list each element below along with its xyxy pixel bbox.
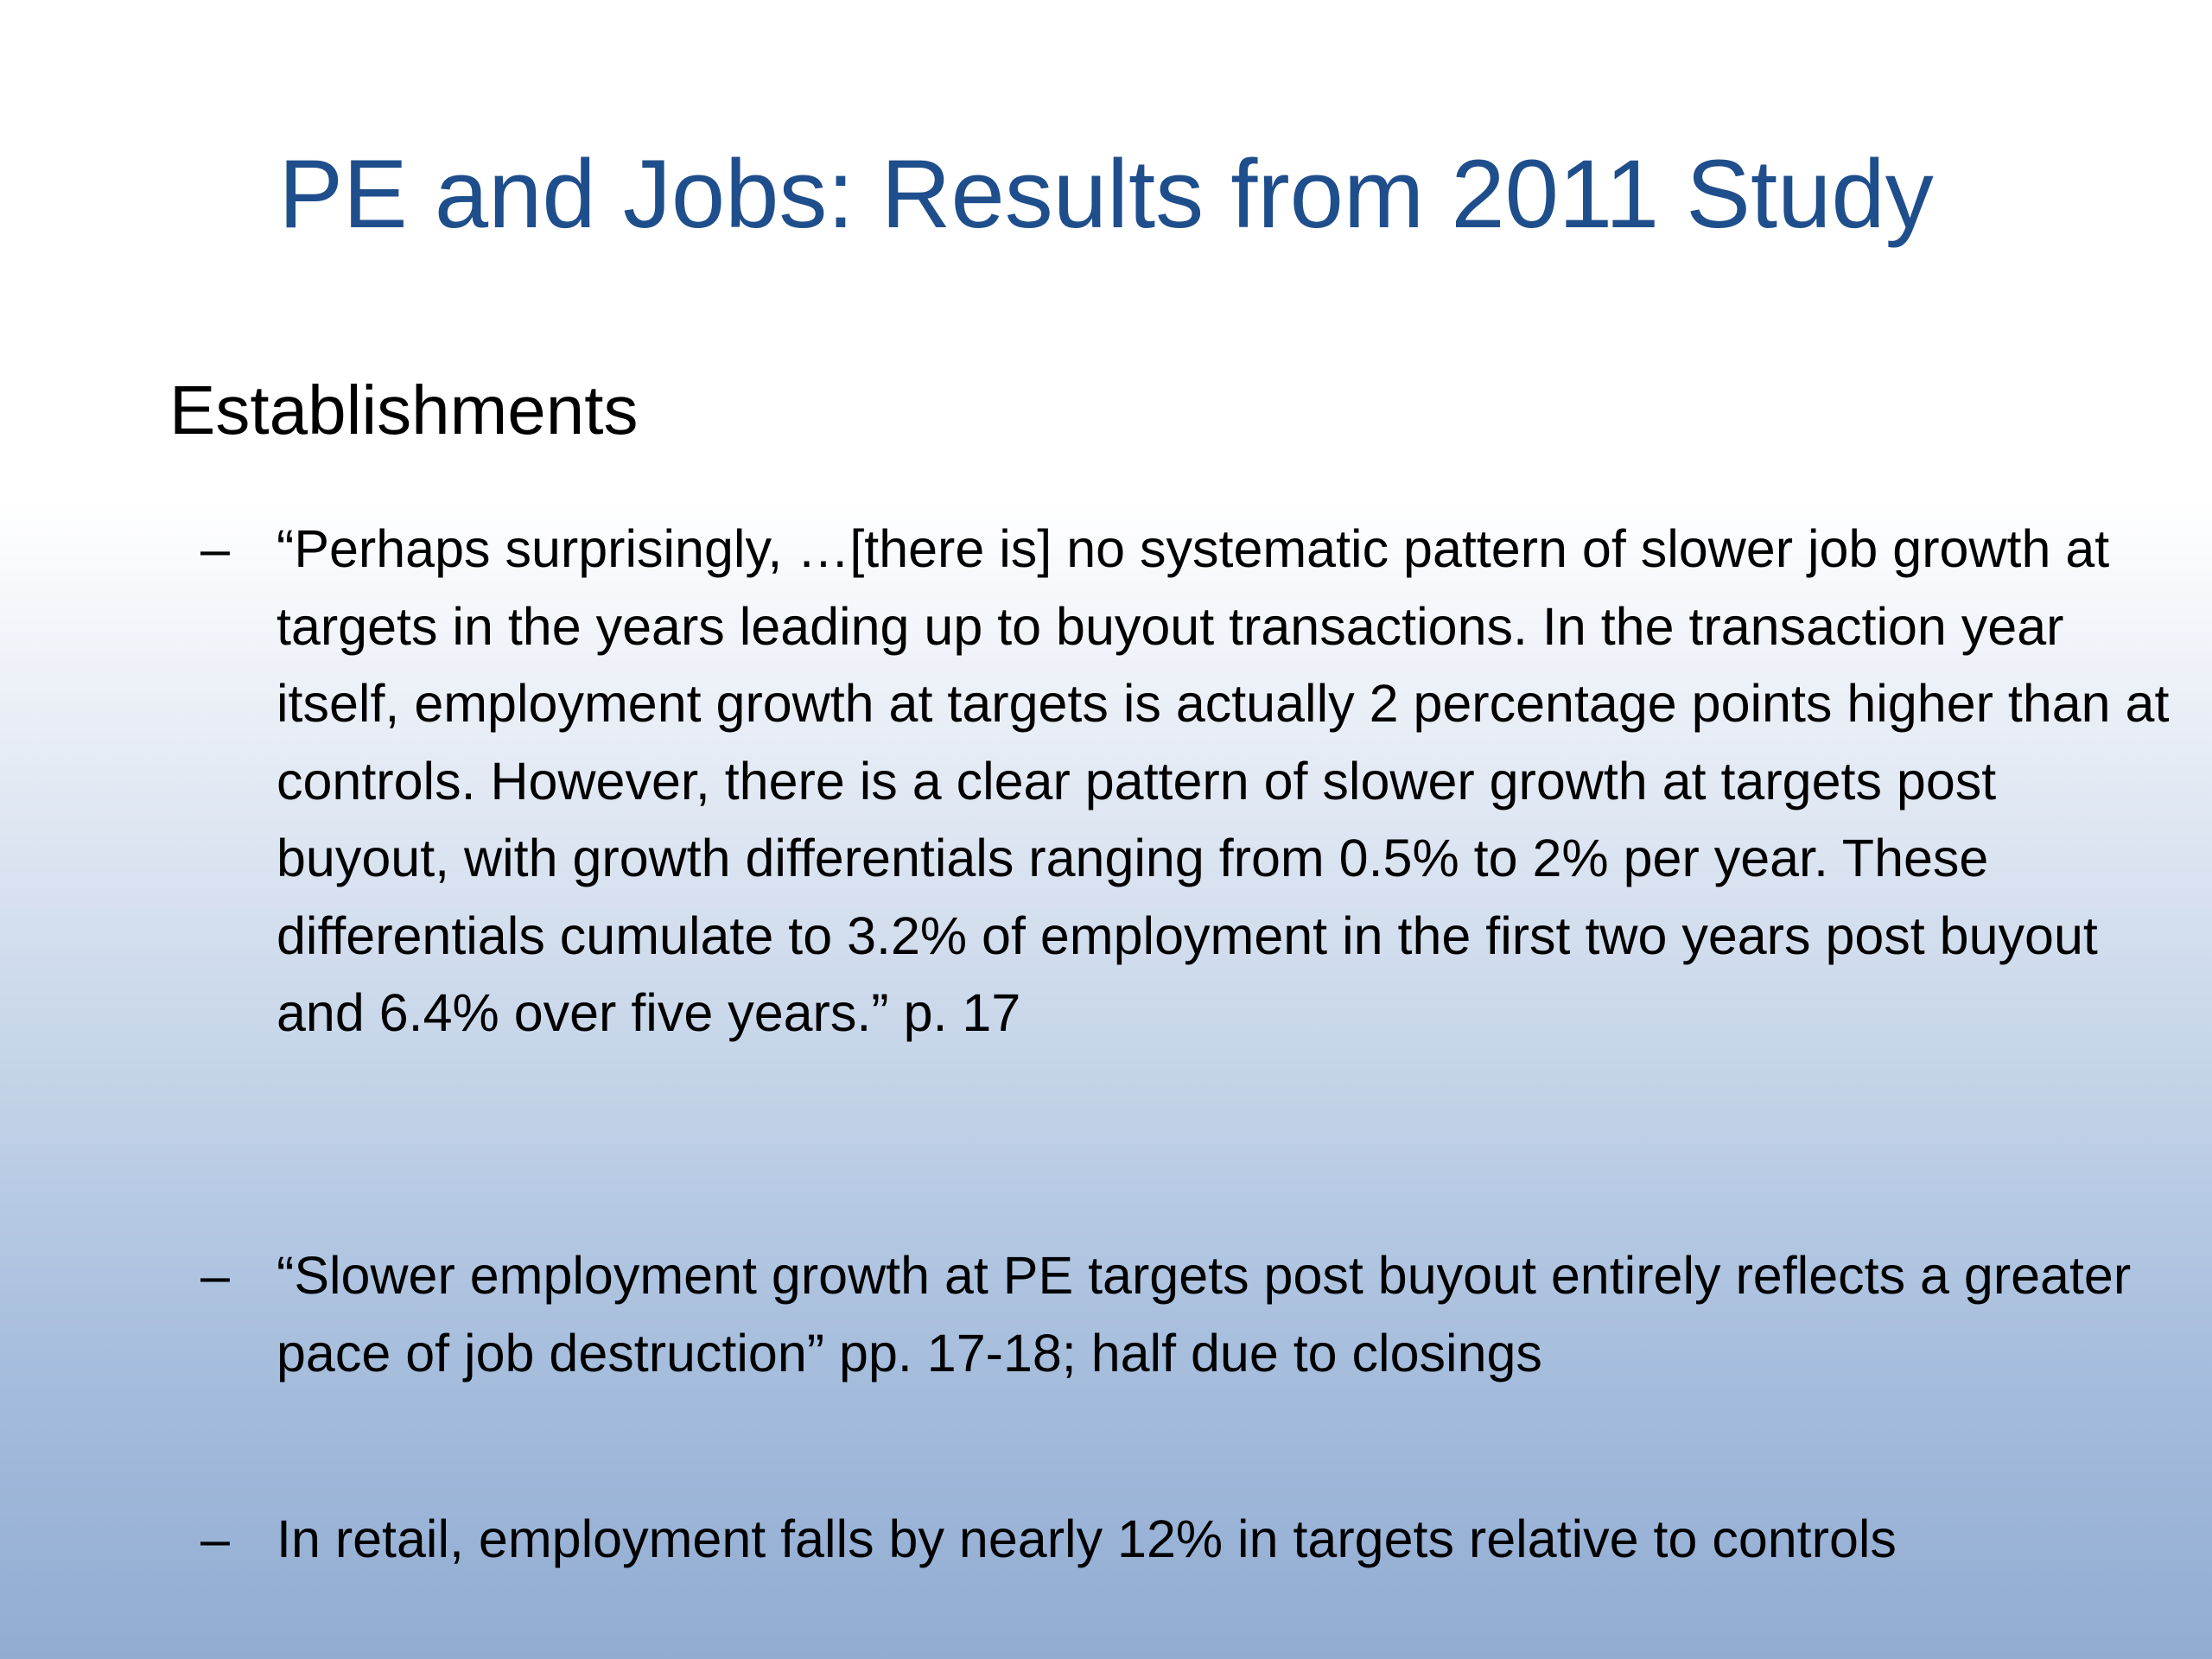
bullet-marker: – bbox=[200, 1246, 230, 1305]
bullet-marker: – bbox=[200, 1510, 230, 1568]
bullet-text: In retail, employment falls by nearly 12% in targets relative to controls bbox=[276, 1510, 1897, 1568]
bullet-marker: – bbox=[200, 519, 230, 578]
bullet-item-3 bbox=[200, 1501, 2179, 1579]
bullet-text: “Perhaps surprisingly, …[there is] no systematic pattern of slower job growth at targets in the years leading up to buyout transactions. In the transaction year itself, employment growth at targets is actually 2 percentage points higher than at controls. However, there is a clear pattern of slower growth at targets post buyout, with growth differentials ranging from 0.5% to 2% per year. These differentials cumulate to 3.2% of employment in the first two years post buyout and 6.4% over five years.” p. 17 bbox=[276, 519, 2170, 1042]
bullet-item-2 bbox=[200, 1237, 2179, 1392]
section-heading: Establishments bbox=[169, 372, 639, 448]
bullet-item-1 bbox=[200, 511, 2179, 1052]
slide-title: PE and Jobs: Results from 2011 Study bbox=[278, 140, 1934, 248]
bullet-text: “Slower employment growth at PE targets post buyout entirely reflects a greater pace of job destruction” pp. 17-18; half due to closings bbox=[276, 1246, 2132, 1382]
